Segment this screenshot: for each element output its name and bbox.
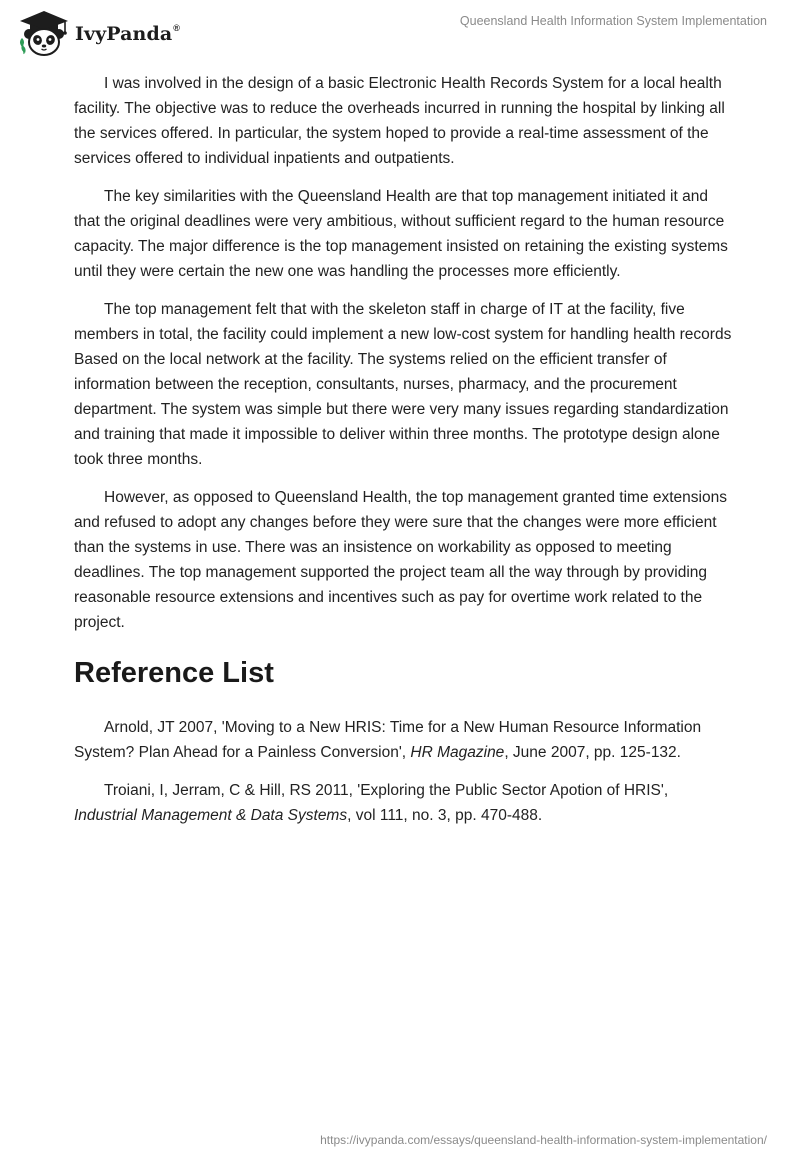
registered-mark: ® xyxy=(173,23,181,33)
reference-text: , June 2007, pp. 125-132. xyxy=(504,744,681,761)
reference-list-heading: Reference List xyxy=(74,657,274,689)
reference-journal: HR Magazine xyxy=(410,744,505,761)
body-paragraph: The top management felt that with the skeleton staff in charge of IT at the facility, five members in total, the facility could implement a new low-cost system for handling health records Based on the local network at the facility. The systems relied on the efficient transfer of information between the reception, consultants, nurses, pharmacy, and the procurement department. The system was simple but there were very many issues regarding standardization and training that made it impossible to deliver within three months. The prototype design alone took three months. xyxy=(74,301,732,468)
body-paragraph: I was involved in the design of a basic Electronic Health Records System for a local health facility. The objective was to reduce the overheads incurred in running the hospital by linking all the services offered. In particular, the system hoped to provide a real-time assessment of the services offered to individual inpatients and outpatients. xyxy=(74,75,725,167)
essay-content xyxy=(74,71,734,841)
body-paragraph: The key similarities with the Queensland Health are that top management initiated it and that the original deadlines were very ambitious, without sufficient regard to the human resource capacity. The major difference is the top management insisted on retaining the existing systems until they were certain the new one was handling the processes more efficiently. xyxy=(74,188,728,280)
running-title: Queensland Health Information System Implementation xyxy=(459,14,767,28)
body-paragraph: However, as opposed to Queensland Health, the top management granted time extensions and refused to adopt any changes before they were sure that the changes were more efficient than the systems in use. There was an insistence on workability as opposed to meeting deadlines. The top management supported the project team all the way through by providing reasonable resource extensions and incentives such as pay for overtime work related to the project. xyxy=(74,489,727,631)
reference-item xyxy=(74,715,734,765)
logo-wordmark: IvyPanda® xyxy=(75,23,181,45)
panda-graduation-cap-icon xyxy=(16,9,72,57)
reference-journal: Industrial Management & Data Systems xyxy=(74,807,348,824)
ivypanda-logo[interactable] xyxy=(16,9,180,57)
reference-text: , vol 111, no. 3, pp. 470-488. xyxy=(347,807,543,824)
reference-text: Arnold, JT 2007, 'Moving to a New HRIS: Time for a New Human Resource Information System? Plan Ahead for a Painless Conversion', xyxy=(74,719,702,761)
reference-text: Troiani, I, Jerram, C & Hill, RS 2011, 'Exploring the Public Sector Apotion of HRIS', xyxy=(104,782,669,799)
reference-item xyxy=(74,778,734,828)
page-header xyxy=(0,0,800,62)
source-url-link[interactable]: https://ivypanda.com/essays/queensland-health-information-system-implementation/ xyxy=(320,1133,767,1147)
